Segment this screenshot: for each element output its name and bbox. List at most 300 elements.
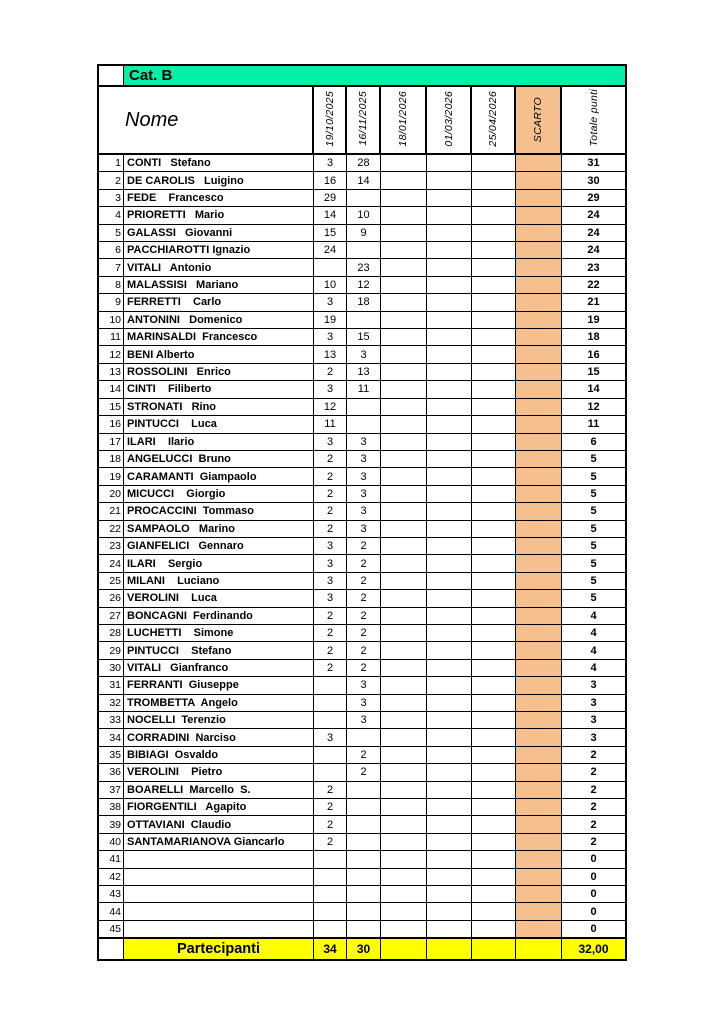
table-row <box>99 573 625 590</box>
score-cell <box>472 729 516 745</box>
total-points-label: Totale punti <box>587 89 600 147</box>
score-cell: 2 <box>347 608 381 624</box>
score-cell: 3 <box>314 381 347 397</box>
player-name: CINTI Filiberto <box>124 381 314 397</box>
score-cell <box>472 816 516 832</box>
table-row <box>99 816 625 833</box>
scarto-cell <box>516 660 562 676</box>
table-row <box>99 486 625 503</box>
table-row <box>99 642 625 659</box>
score-cell <box>381 503 427 519</box>
score-cell <box>427 468 472 484</box>
score-cell <box>427 242 472 258</box>
score-cell: 2 <box>314 503 347 519</box>
score-cell <box>314 921 347 937</box>
score-cell <box>381 799 427 815</box>
score-cell <box>347 242 381 258</box>
scarto-cell <box>516 364 562 380</box>
player-name: BENI Alberto <box>124 346 314 362</box>
score-cell <box>427 695 472 711</box>
score-cell: 10 <box>347 207 381 223</box>
score-cell <box>381 590 427 606</box>
score-cell <box>314 851 347 867</box>
score-cell: 2 <box>314 816 347 832</box>
player-name <box>124 921 314 937</box>
row-number: 42 <box>99 869 124 885</box>
score-cell <box>381 642 427 658</box>
total-points-cell: 29 <box>587 192 600 205</box>
score-cell <box>472 695 516 711</box>
score-cell <box>381 346 427 362</box>
score-cell <box>347 816 381 832</box>
scarto-cell <box>516 869 562 885</box>
scarto-cell <box>516 886 562 902</box>
score-cell: 3 <box>314 294 347 310</box>
participants-total-cell: 32,00 <box>562 939 625 959</box>
player-name: FIORGENTILI Agapito <box>124 799 314 815</box>
score-cell: 3 <box>347 503 381 519</box>
score-cell <box>472 712 516 728</box>
total-points-cell: 5 <box>590 470 597 483</box>
score-cell: 24 <box>314 242 347 258</box>
table-row <box>99 225 625 242</box>
date-column-header <box>347 87 381 153</box>
score-cell <box>472 207 516 223</box>
scarto-cell <box>516 555 562 571</box>
table-row <box>99 346 625 363</box>
score-cell: 12 <box>347 277 381 293</box>
total-points-cell: 4 <box>590 644 597 657</box>
date-column-header <box>381 87 427 153</box>
row-number: 23 <box>99 538 124 554</box>
scarto-cell <box>516 312 562 328</box>
total-points-cell: 23 <box>587 261 600 274</box>
scarto-cell <box>516 712 562 728</box>
total-points-cell: 30 <box>587 174 600 187</box>
date-column-header <box>472 87 516 153</box>
score-cell <box>381 416 427 432</box>
score-cell: 2 <box>314 468 347 484</box>
table-row <box>99 538 625 555</box>
player-name: ILARI Ilario <box>124 434 314 450</box>
score-cell: 11 <box>347 381 381 397</box>
player-name: MILANI Luciano <box>124 573 314 589</box>
total-points-cell: 12 <box>587 400 600 413</box>
score-cell <box>381 364 427 380</box>
score-cell <box>347 399 381 415</box>
scarto-cell <box>516 434 562 450</box>
row-number: 36 <box>99 764 124 780</box>
score-cell <box>381 521 427 537</box>
score-cell <box>472 590 516 606</box>
table-row <box>99 416 625 433</box>
date-column-header <box>427 87 472 153</box>
score-cell <box>381 294 427 310</box>
scarto-cell <box>516 695 562 711</box>
player-name: TROMBETTA Angelo <box>124 695 314 711</box>
score-cell <box>472 399 516 415</box>
score-cell: 23 <box>347 259 381 275</box>
player-name: OTTAVIANI Claudio <box>124 816 314 832</box>
player-name: MALASSISI Mariano <box>124 277 314 293</box>
scarto-cell <box>516 590 562 606</box>
scarto-cell <box>516 416 562 432</box>
score-cell: 2 <box>314 799 347 815</box>
score-cell: 2 <box>347 764 381 780</box>
score-cell <box>427 155 472 171</box>
score-cell: 2 <box>347 573 381 589</box>
table-row <box>99 277 625 294</box>
player-name: BIBIAGI Osvaldo <box>124 747 314 763</box>
score-cell <box>314 886 347 902</box>
score-cell <box>381 851 427 867</box>
score-cell <box>472 346 516 362</box>
score-cell <box>472 869 516 885</box>
score-cell <box>427 921 472 937</box>
row-number: 38 <box>99 799 124 815</box>
score-cell: 16 <box>314 172 347 188</box>
player-name <box>124 903 314 919</box>
player-name: PACCHIAROTTI Ignazio <box>124 242 314 258</box>
table-row <box>99 155 625 172</box>
player-name: SANTAMARIANOVA Giancarlo <box>124 834 314 850</box>
score-cell <box>381 555 427 571</box>
row-number: 30 <box>99 660 124 676</box>
row-number: 15 <box>99 399 124 415</box>
score-cell <box>427 712 472 728</box>
score-cell <box>381 277 427 293</box>
scarto-cell <box>516 468 562 484</box>
score-cell: 2 <box>314 364 347 380</box>
score-cell <box>427 172 472 188</box>
score-cell <box>472 625 516 641</box>
score-cell <box>472 277 516 293</box>
score-cell: 15 <box>314 225 347 241</box>
player-name: PROCACCINI Tommaso <box>124 503 314 519</box>
total-points-cell: 18 <box>587 331 600 344</box>
table-row <box>99 364 625 381</box>
score-cell <box>472 521 516 537</box>
score-cell <box>427 381 472 397</box>
score-cell <box>427 451 472 467</box>
row-number: 32 <box>99 695 124 711</box>
score-cell <box>381 573 427 589</box>
score-cell: 2 <box>347 555 381 571</box>
scarto-cell <box>516 155 562 171</box>
score-cell: 3 <box>314 538 347 554</box>
score-cell: 10 <box>314 277 347 293</box>
row-number: 2 <box>99 172 124 188</box>
score-cell <box>347 190 381 206</box>
score-cell <box>427 660 472 676</box>
score-cell <box>427 329 472 345</box>
score-cell <box>427 625 472 641</box>
score-cell <box>381 747 427 763</box>
scarto-cell <box>516 608 562 624</box>
score-cell <box>427 434 472 450</box>
score-cell <box>472 921 516 937</box>
score-cell <box>427 764 472 780</box>
player-name: FERRETTI Carlo <box>124 294 314 310</box>
score-cell: 2 <box>347 660 381 676</box>
score-cell <box>347 782 381 798</box>
player-name: PINTUCCI Stefano <box>124 642 314 658</box>
row-number: 26 <box>99 590 124 606</box>
scarto-cell <box>516 747 562 763</box>
player-name: VITALI Gianfranco <box>124 660 314 676</box>
score-cell <box>347 903 381 919</box>
row-number: 35 <box>99 747 124 763</box>
score-cell <box>381 259 427 275</box>
total-points-cell: 3 <box>590 731 597 744</box>
scarto-cell <box>516 259 562 275</box>
score-cell <box>472 503 516 519</box>
table-row <box>99 259 625 276</box>
score-cell <box>381 155 427 171</box>
score-cell <box>472 381 516 397</box>
score-cell <box>472 573 516 589</box>
score-cell: 2 <box>314 642 347 658</box>
total-points-cell: 0 <box>590 888 597 901</box>
score-cell: 3 <box>347 677 381 693</box>
score-cell <box>472 451 516 467</box>
score-cell: 3 <box>347 695 381 711</box>
table-row <box>99 172 625 189</box>
player-name: BOARELLI Marcello S. <box>124 782 314 798</box>
score-cell <box>427 277 472 293</box>
player-name: VITALI Antonio <box>124 259 314 275</box>
score-cell <box>347 312 381 328</box>
player-name: PRIORETTI Mario <box>124 207 314 223</box>
score-cell <box>314 712 347 728</box>
total-points-cell: 5 <box>590 540 597 553</box>
table-row <box>99 242 625 259</box>
score-cell <box>427 903 472 919</box>
total-points-cell: 4 <box>590 609 597 622</box>
score-cell <box>472 799 516 815</box>
total-points-cell: 16 <box>587 348 600 361</box>
score-cell: 3 <box>347 712 381 728</box>
row-number: 37 <box>99 782 124 798</box>
row-number: 8 <box>99 277 124 293</box>
row-number: 12 <box>99 346 124 362</box>
score-cell <box>427 851 472 867</box>
score-cell <box>381 538 427 554</box>
player-name: PINTUCCI Luca <box>124 416 314 432</box>
score-cell <box>381 921 427 937</box>
score-cell: 11 <box>314 416 347 432</box>
scarto-cell <box>516 729 562 745</box>
score-cell <box>472 190 516 206</box>
score-cell: 13 <box>347 364 381 380</box>
score-cell: 9 <box>347 225 381 241</box>
total-points-cell: 3 <box>590 679 597 692</box>
date-label: 01/03/2026 <box>442 90 455 147</box>
total-points-cell: 11 <box>587 418 600 431</box>
score-cell <box>347 799 381 815</box>
score-cell: 3 <box>347 521 381 537</box>
score-cell: 29 <box>314 190 347 206</box>
column-header-row <box>99 87 625 155</box>
table-row <box>99 921 625 939</box>
score-cell <box>472 764 516 780</box>
score-cell <box>381 608 427 624</box>
row-number: 14 <box>99 381 124 397</box>
participants-count-cell <box>381 939 427 959</box>
score-cell <box>427 747 472 763</box>
score-cell: 2 <box>314 660 347 676</box>
score-cell <box>381 903 427 919</box>
row-number: 39 <box>99 816 124 832</box>
score-cell <box>381 834 427 850</box>
table-row <box>99 434 625 451</box>
player-name: MICUCCI Giorgio <box>124 486 314 502</box>
score-cell <box>472 468 516 484</box>
scarto-cell <box>516 486 562 502</box>
score-cell <box>381 451 427 467</box>
score-cell <box>381 434 427 450</box>
total-points-cell: 0 <box>590 870 597 883</box>
row-number: 4 <box>99 207 124 223</box>
score-cell <box>347 729 381 745</box>
player-name: FEDE Francesco <box>124 190 314 206</box>
row-number: 5 <box>99 225 124 241</box>
score-cell <box>472 851 516 867</box>
scarto-cell <box>516 242 562 258</box>
scarto-cell <box>516 816 562 832</box>
row-number: 29 <box>99 642 124 658</box>
score-cell <box>381 886 427 902</box>
score-cell: 2 <box>314 521 347 537</box>
date-label: 16/11/2025 <box>357 91 369 146</box>
score-cell <box>472 312 516 328</box>
score-cell <box>472 329 516 345</box>
score-cell <box>472 834 516 850</box>
total-points-cell: 22 <box>587 279 600 292</box>
score-cell <box>381 242 427 258</box>
score-cell <box>381 660 427 676</box>
corner-cell <box>99 66 124 85</box>
scarto-column-header <box>516 87 562 153</box>
table-row <box>99 312 625 329</box>
score-cell <box>381 190 427 206</box>
player-name: CARAMANTI Giampaolo <box>124 468 314 484</box>
score-cell <box>472 660 516 676</box>
player-name <box>124 869 314 885</box>
score-cell <box>427 816 472 832</box>
total-points-cell: 2 <box>590 836 597 849</box>
table-row <box>99 503 625 520</box>
score-cell <box>472 747 516 763</box>
table-row <box>99 782 625 799</box>
row-number: 6 <box>99 242 124 258</box>
score-cell <box>381 486 427 502</box>
total-points-cell: 5 <box>590 505 597 518</box>
score-cell: 2 <box>314 834 347 850</box>
score-cell <box>427 869 472 885</box>
score-cell <box>381 764 427 780</box>
score-cell <box>472 538 516 554</box>
score-cell: 14 <box>347 172 381 188</box>
row-number: 21 <box>99 503 124 519</box>
footer-corner-cell <box>99 939 124 959</box>
table-row <box>99 590 625 607</box>
score-cell <box>427 294 472 310</box>
score-cell <box>427 729 472 745</box>
table-body <box>99 155 625 939</box>
table-row <box>99 695 625 712</box>
player-name: BONCAGNI Ferdinando <box>124 608 314 624</box>
score-cell <box>427 521 472 537</box>
row-number: 31 <box>99 677 124 693</box>
table-row <box>99 869 625 886</box>
score-cell <box>472 172 516 188</box>
row-number: 24 <box>99 555 124 571</box>
score-cell <box>427 207 472 223</box>
player-name: GIANFELICI Gennaro <box>124 538 314 554</box>
table-row <box>99 381 625 398</box>
score-cell <box>472 416 516 432</box>
table-row <box>99 660 625 677</box>
scarto-cell <box>516 834 562 850</box>
scarto-cell <box>516 399 562 415</box>
participants-count-cell <box>427 939 472 959</box>
scarto-cell <box>516 921 562 937</box>
player-name: CORRADINI Narciso <box>124 729 314 745</box>
score-cell <box>427 642 472 658</box>
player-name: DE CAROLIS Luigino <box>124 172 314 188</box>
total-points-cell: 2 <box>590 818 597 831</box>
table-row <box>99 712 625 729</box>
name-column-header: Nome <box>99 87 314 153</box>
row-number: 25 <box>99 573 124 589</box>
score-cell: 2 <box>347 747 381 763</box>
score-cell: 3 <box>347 434 381 450</box>
scarto-cell <box>516 190 562 206</box>
score-cell <box>427 538 472 554</box>
date-label: 19/10/2025 <box>323 90 336 147</box>
score-cell: 15 <box>347 329 381 345</box>
scarto-cell <box>516 225 562 241</box>
score-cell <box>381 225 427 241</box>
table-row <box>99 903 625 920</box>
score-cell: 2 <box>347 642 381 658</box>
table-row <box>99 851 625 868</box>
score-cell <box>472 434 516 450</box>
total-points-cell: 0 <box>590 853 597 866</box>
score-cell: 2 <box>347 590 381 606</box>
player-name: ILARI Sergio <box>124 555 314 571</box>
score-cell: 28 <box>347 155 381 171</box>
table-row <box>99 399 625 416</box>
score-cell: 2 <box>314 608 347 624</box>
row-number: 11 <box>99 329 124 345</box>
score-cell <box>472 677 516 693</box>
total-points-cell: 3 <box>590 696 597 709</box>
table-row <box>99 886 625 903</box>
score-cell <box>381 329 427 345</box>
score-cell <box>427 259 472 275</box>
scarto-cell <box>516 521 562 537</box>
score-cell <box>472 259 516 275</box>
row-number: 34 <box>99 729 124 745</box>
score-cell <box>381 729 427 745</box>
score-cell <box>472 155 516 171</box>
score-cell: 3 <box>314 729 347 745</box>
total-points-cell: 3 <box>590 714 597 727</box>
score-cell <box>427 573 472 589</box>
score-cell: 2 <box>314 486 347 502</box>
